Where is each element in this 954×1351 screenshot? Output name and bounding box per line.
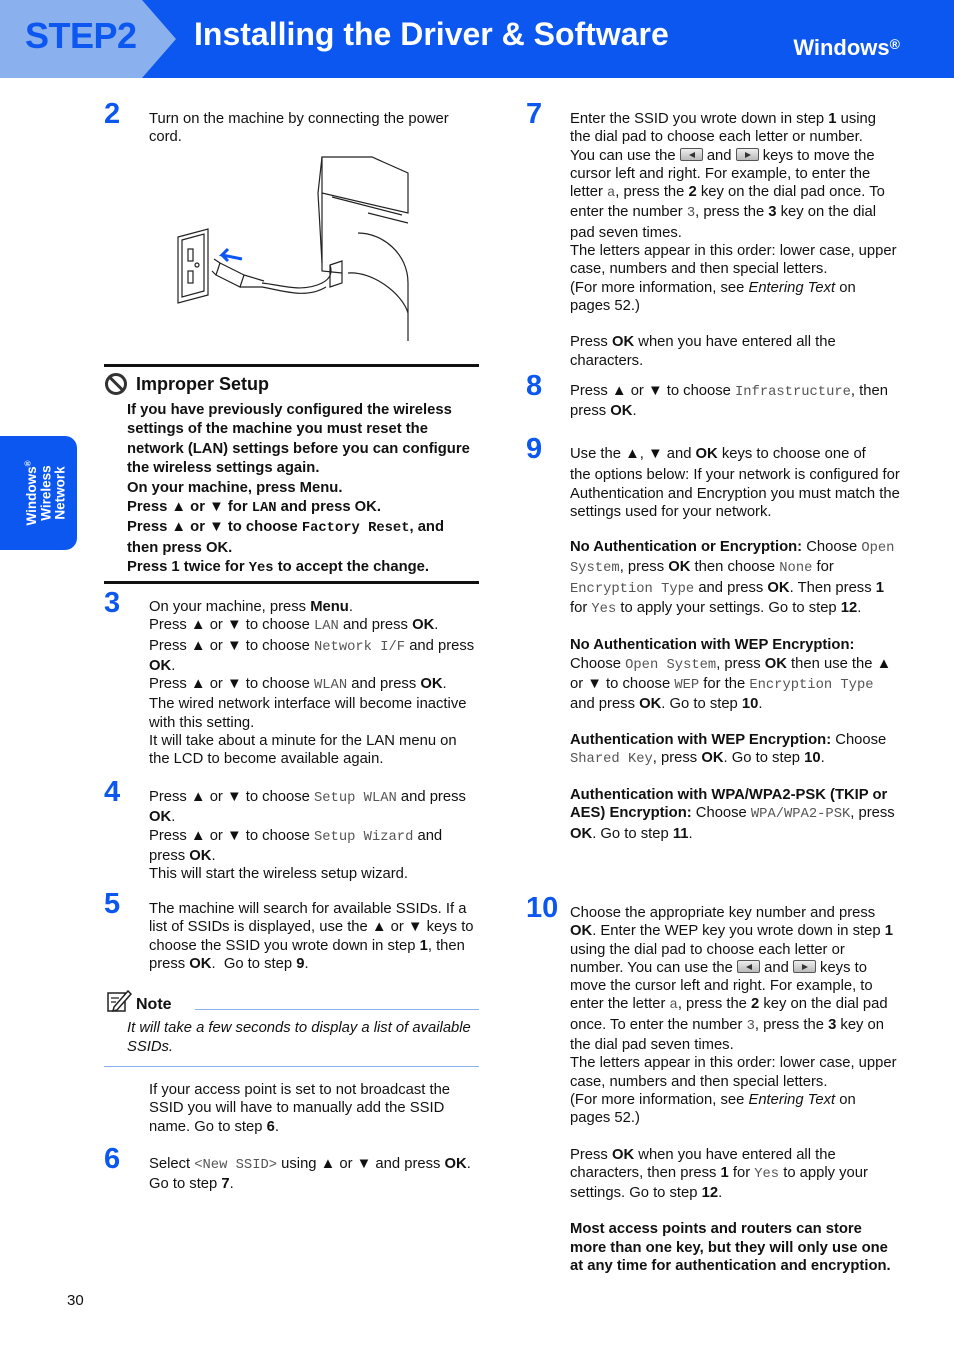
divider bbox=[104, 364, 479, 367]
right-arrow-key-icon bbox=[793, 960, 816, 973]
step-10-text: Choose the appropriate key number and press OK. Enter the WEP key you wrote down in step 1 using the dial pad to choose each letter or number. You can use the and keys to move the cursor left and right. For example, to enter the letter a, press the 2 key on the dial pad once. To enter the number 3, press the 3 key on the dial pad seven times. The letters appear in this order: lower case, upper case, numbers and then special letters. (For more information, see Entering Text on pages 52.) Press OK when you have entered all the characters, then press 1 for Yes to apply your settings. Go to step 12. Most access points and routers can store more than one key, but they will only use one at any time for authentication and encryption. bbox=[570, 905, 897, 1275]
page-title: Installing the Driver & Software bbox=[194, 16, 669, 52]
step-6-text: Select <New SSID> using ▲ or ▼ and press OK. Go to step 7. bbox=[149, 1156, 471, 1193]
note-title: Note bbox=[136, 996, 172, 1013]
step-number-9: 9 bbox=[526, 433, 543, 465]
step-number-6: 6 bbox=[104, 1143, 121, 1175]
prohibited-icon bbox=[105, 373, 127, 395]
step-label: STEP2 bbox=[25, 15, 137, 56]
improper-setup-body: If you have previously configured the wireless settings of the machine you must reset the network (LAN) settings before you can configure the wireless settings again. On your machine, press Menu. Press ▲ or ▼ for LAN and press OK. Press ▲ or ▼ to choose Factory Reset, and then press OK. Press 1 twice for Yes to accept the change. bbox=[127, 402, 470, 577]
step-number-10: 10 bbox=[526, 892, 559, 924]
divider bbox=[104, 581, 479, 584]
step-5-text: The machine will search for available SSIDs. If a list of SSIDs is displayed, use the ▲ or ▼ keys to choose the SSID you wrote down in step 1, then press OK. Go to step 9. bbox=[149, 901, 474, 972]
step-7-text: Enter the SSID you wrote down in step 1 using the dial pad to choose each letter or number. You can use the and keys to move the cursor left and right. For example, to enter the letter a, press the 2 key on the dial pad once. To enter the number 3, press the 3 key on the dial pad seven times. The letters appear in this order: lower case, upper case, numbers and then special letters. (For more information, see Entering Text on pages 52.) Press OK when you have entered all the characters. bbox=[570, 111, 897, 369]
step-number-2: 2 bbox=[104, 98, 121, 130]
hidden-ssid-text: If your access point is set to not broadcast the SSID you will have to manually add the SSID name. Go to step 6. bbox=[149, 1082, 451, 1135]
power-cord-illustration bbox=[172, 153, 412, 343]
note-divider bbox=[195, 1009, 479, 1010]
note-divider-bottom bbox=[104, 1066, 479, 1067]
page-number: 30 bbox=[67, 1292, 84, 1309]
left-arrow-key-icon bbox=[737, 960, 760, 973]
side-tab-label: Windows® Wireless Network bbox=[23, 460, 67, 526]
step-3-text: On your machine, press Menu. Press ▲ or ▼ to choose LAN and press OK. Press ▲ or ▼ to choose Network I/F and press OK. Press ▲ or ▼ to choose WLAN and press OK. The wired network interface will become inactive with this setting. It will take about a minute for the LAN menu on the LCD to become available again. bbox=[149, 599, 475, 768]
step-9-text: Use the ▲, ▼ and OK keys to choose one of the options below: If your network is configured for Authentication and Encryption you must match the settings used for your network. No Authentication or Encryption: Choose Open System, press OK then choose None for Encryption Type and press OK. Then press 1 for Yes to apply your settings. Go to step 12. No Authentication with WEP Encryption: Choose Open System, press OK then use the ▲ or ▼ to choose WEP for the Encryption Type and press OK. Go to step 10. Authentication with WEP Encryption: Choose Shared Key, press OK. Go to step 10. Authentication with WPA/WPA2-PSK (TKIP or AES) Encryption: Choose WPA/WPA2-PSK, press OK. Go to step 11. bbox=[570, 446, 900, 842]
left-arrow-key-icon bbox=[680, 148, 703, 161]
step-number-3: 3 bbox=[104, 587, 121, 619]
step-4-text: Press ▲ or ▼ to choose Setup WLAN and press OK. Press ▲ or ▼ to choose Setup Wizard and press OK. This will start the wireless setup wizard. bbox=[149, 789, 466, 883]
step-8-text: Press ▲ or ▼ to choose Infrastructure, then press OK. bbox=[570, 383, 888, 420]
step-number-4: 4 bbox=[104, 776, 121, 808]
step-number-7: 7 bbox=[526, 98, 543, 130]
section-side-tab bbox=[0, 436, 77, 550]
step-2-text: Turn on the machine by connecting the power cord. bbox=[149, 111, 449, 146]
note-text: It will take a few seconds to display a list of available SSIDs. bbox=[127, 1020, 471, 1055]
step-number-5: 5 bbox=[104, 888, 121, 920]
note-icon bbox=[106, 989, 132, 1013]
step-number-8: 8 bbox=[526, 370, 543, 402]
page-header bbox=[0, 0, 954, 78]
right-arrow-key-icon bbox=[736, 148, 759, 161]
improper-setup-title: Improper Setup bbox=[136, 374, 270, 394]
os-label: Windows® bbox=[793, 35, 900, 60]
